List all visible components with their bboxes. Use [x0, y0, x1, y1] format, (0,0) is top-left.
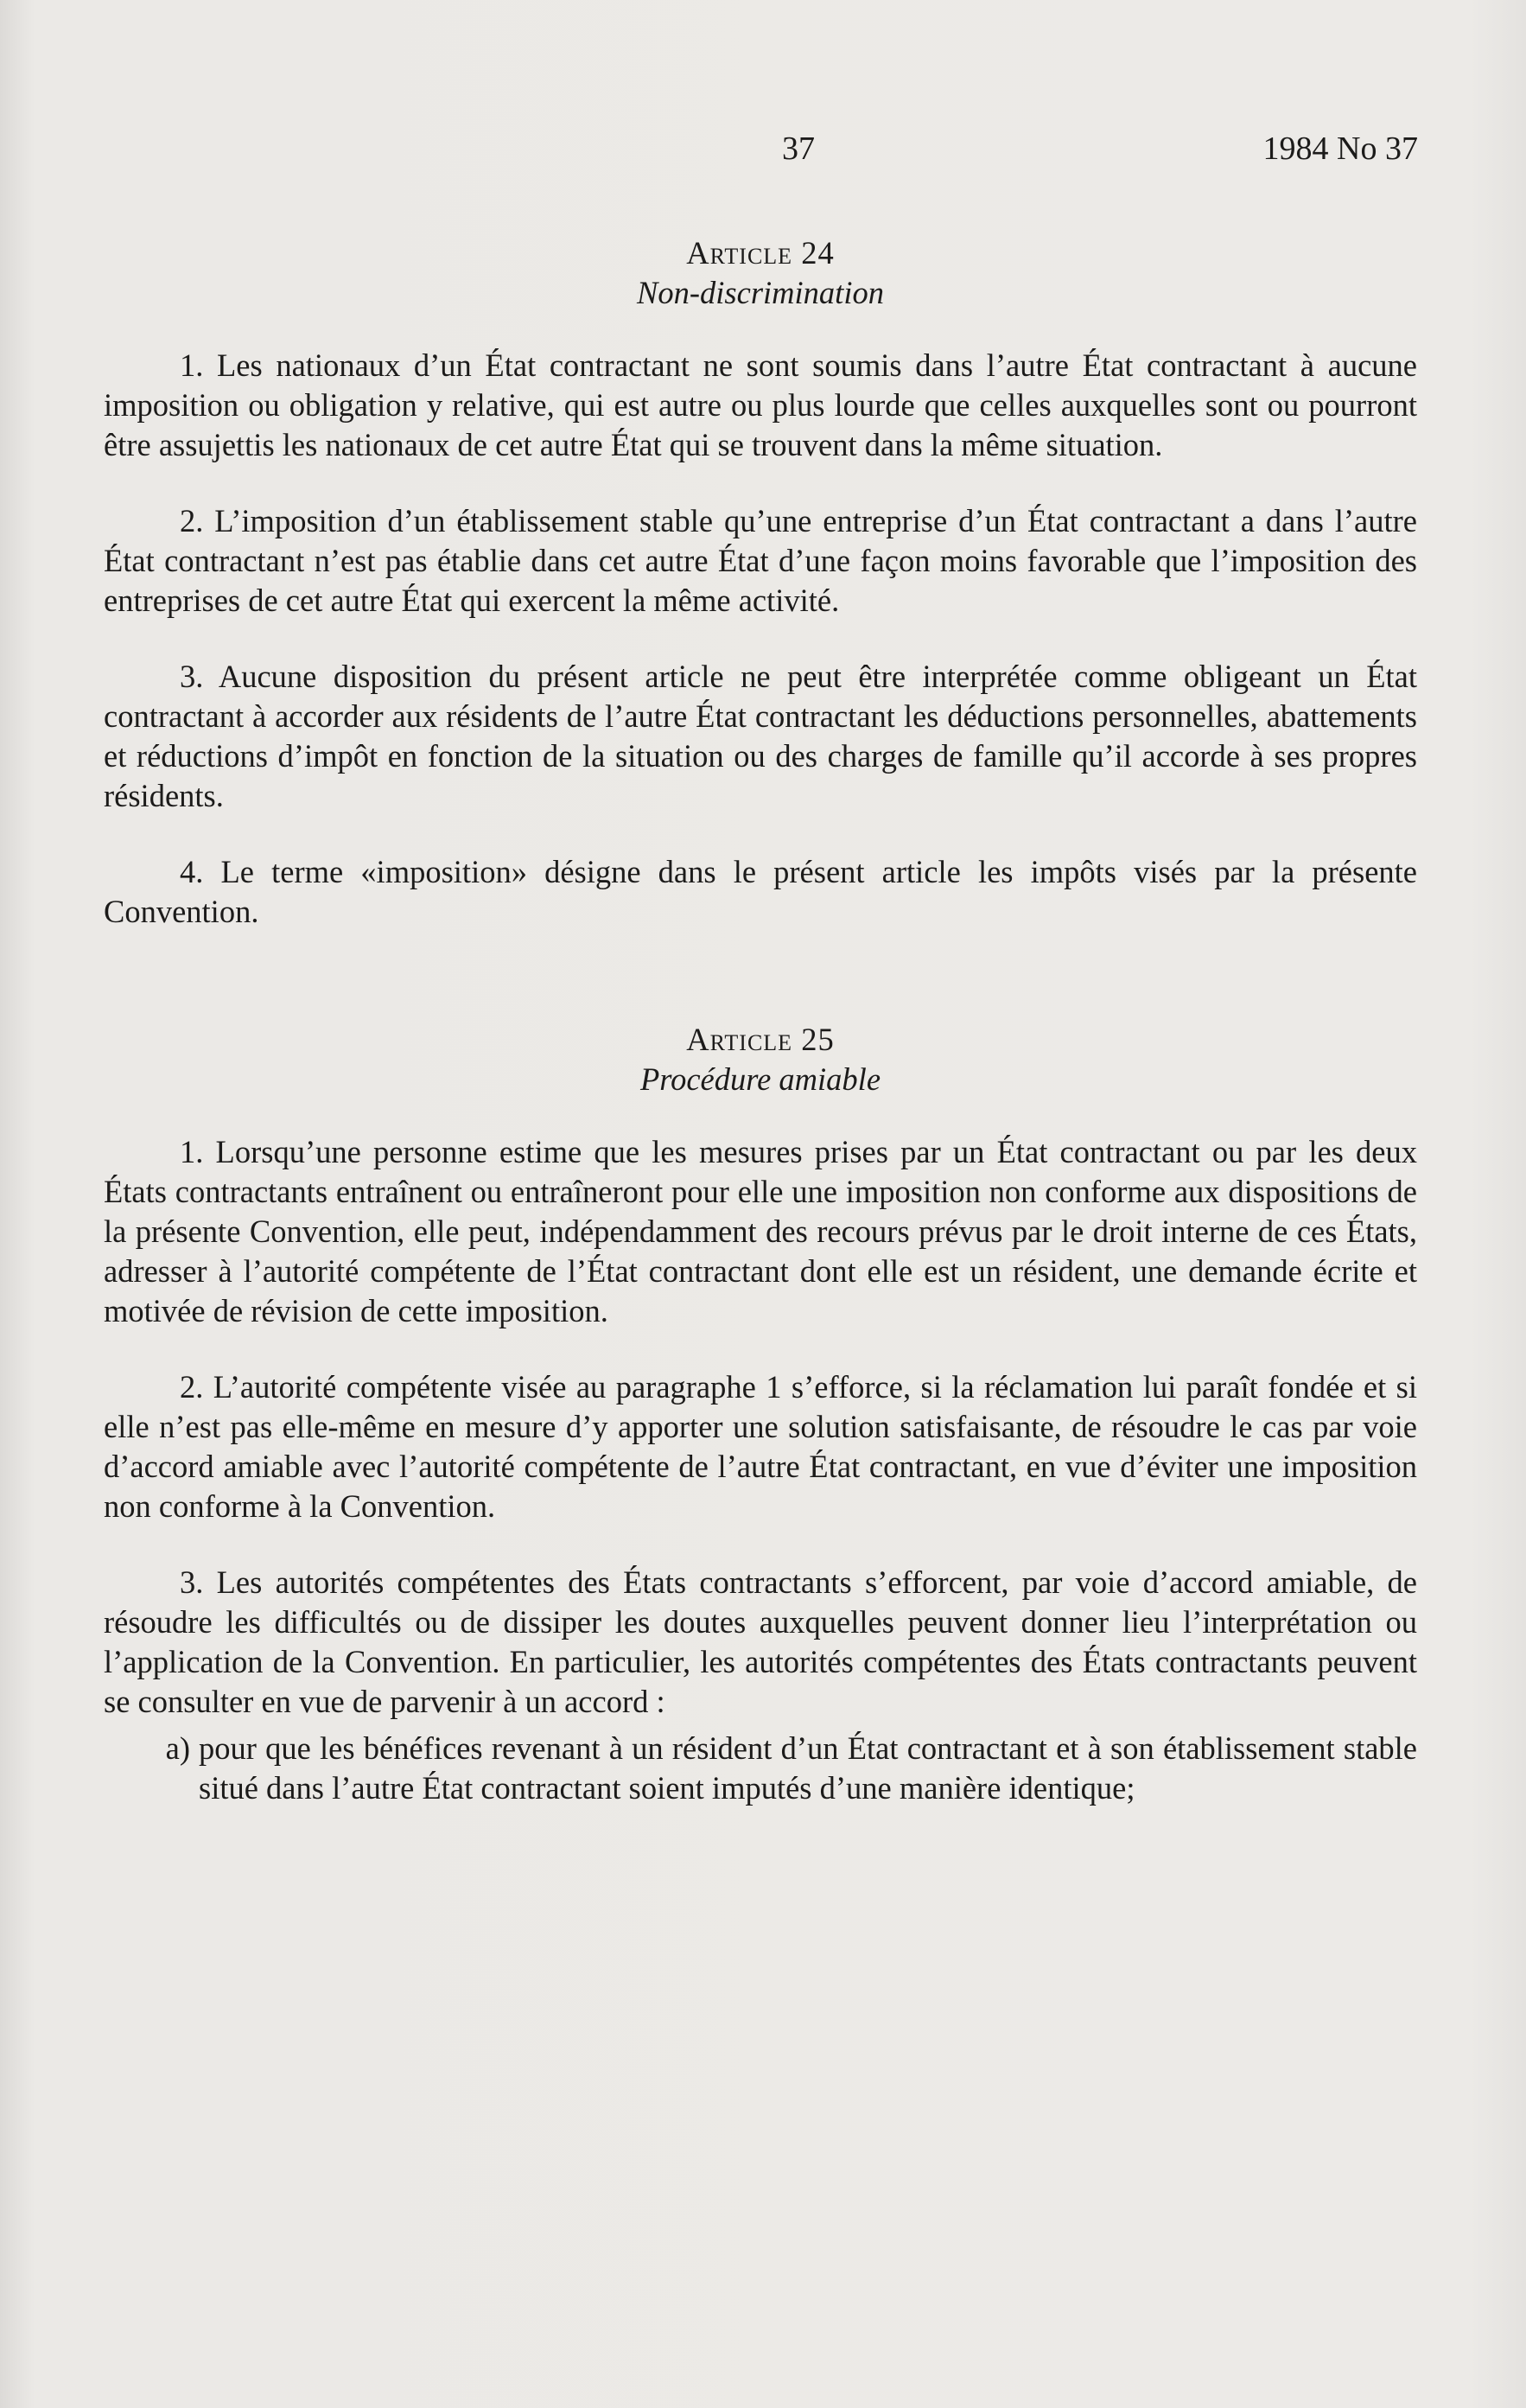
article-title: Article 25: [686, 1022, 835, 1057]
paragraph: 4. Le terme «imposition» désigne dans le présent article les impôts visés par la présente Convention.: [104, 854, 1417, 929]
paragraph: 3. Aucune disposition du présent article ne peut être interprétée comme obligeant un État contractant à accorder aux résidents de l’autre État contractant les déductions personnelles, abattements et réductions d’impôt en fonction de la situation ou des charges de famille qu’il accorde à ses propres résidents.: [104, 659, 1417, 813]
paragraph: 1. Les nationaux d’un État contractant ne sont soumis dans l’autre État contractant à aucune imposition ou obligation y relative, qui est autre ou plus lourde que celles auxquelles sont ou pourront être assujettis les nationaux de cet autre État qui se trouvent dans la même situation.: [104, 347, 1417, 462]
paragraph: 1. Lorsqu’une personne estime que les mesures prises par un État contractant ou par les deux États contractants entraînent ou entraîneront pour elle une imposition non conforme aux dispositions de la présente Convention, elle peut, indépendamment des recours prévus par le droit interne de ces États, adresser à l’autorité compétente de l’État contractant dont elle est un résident, une demande écrite et motivée de révision de cette imposition.: [104, 1134, 1417, 1328]
volume-number: 1984 No 37: [1262, 131, 1418, 167]
paragraph: 2. L’autorité compétente visée au paragraphe 1 s’efforce, si la réclamation lui paraît fondée et si elle n’est pas elle-même en mesure d’y apporter une solution satisfaisante, de résoudre le cas par voie d’accord amiable avec l’autorité compétente de l’autre État contractant, en vue d’éviter une imposition non conforme à la Convention.: [104, 1369, 1417, 1524]
article-24: [104, 233, 1417, 932]
article-spacer: [104, 968, 1417, 1020]
list-item: [104, 1729, 1417, 1808]
article-subtitle: Procédure amiable: [639, 1061, 881, 1097]
page-header: [0, 130, 1526, 173]
article-25: [104, 1020, 1417, 1808]
article-subtitle: Non-discrimination: [637, 275, 884, 310]
page-number: 37: [782, 131, 815, 167]
list-item-label: a): [165, 1730, 190, 1766]
paragraph: 3. Les autorités compétentes des États contractants s’efforcent, par voie d’accord amiable, de résoudre les difficultés ou de dissiper les doutes auxquelles peuvent donner lieu l’interprétation ou l’application de la Convention. En particulier, les autorités compétentes des États contractants peuvent se consulter en vue de parvenir à un accord :: [104, 1564, 1417, 1719]
article-title: Article 24: [686, 235, 835, 271]
list-item-text: pour que les bénéfices revenant à un résident d’un État contractant et à son établissement stable situé dans l’autre État contractant soient imputés d’une manière identique;: [199, 1730, 1417, 1806]
paragraph: 2. L’imposition d’un établissement stable qu’une entreprise d’un État contractant a dans l’autre État contractant n’est pas établie dans cet autre État d’une façon moins favorable que l’imposition des entreprises de cet autre État qui exercent la même activité.: [104, 503, 1417, 618]
document-body: [104, 233, 1417, 1808]
